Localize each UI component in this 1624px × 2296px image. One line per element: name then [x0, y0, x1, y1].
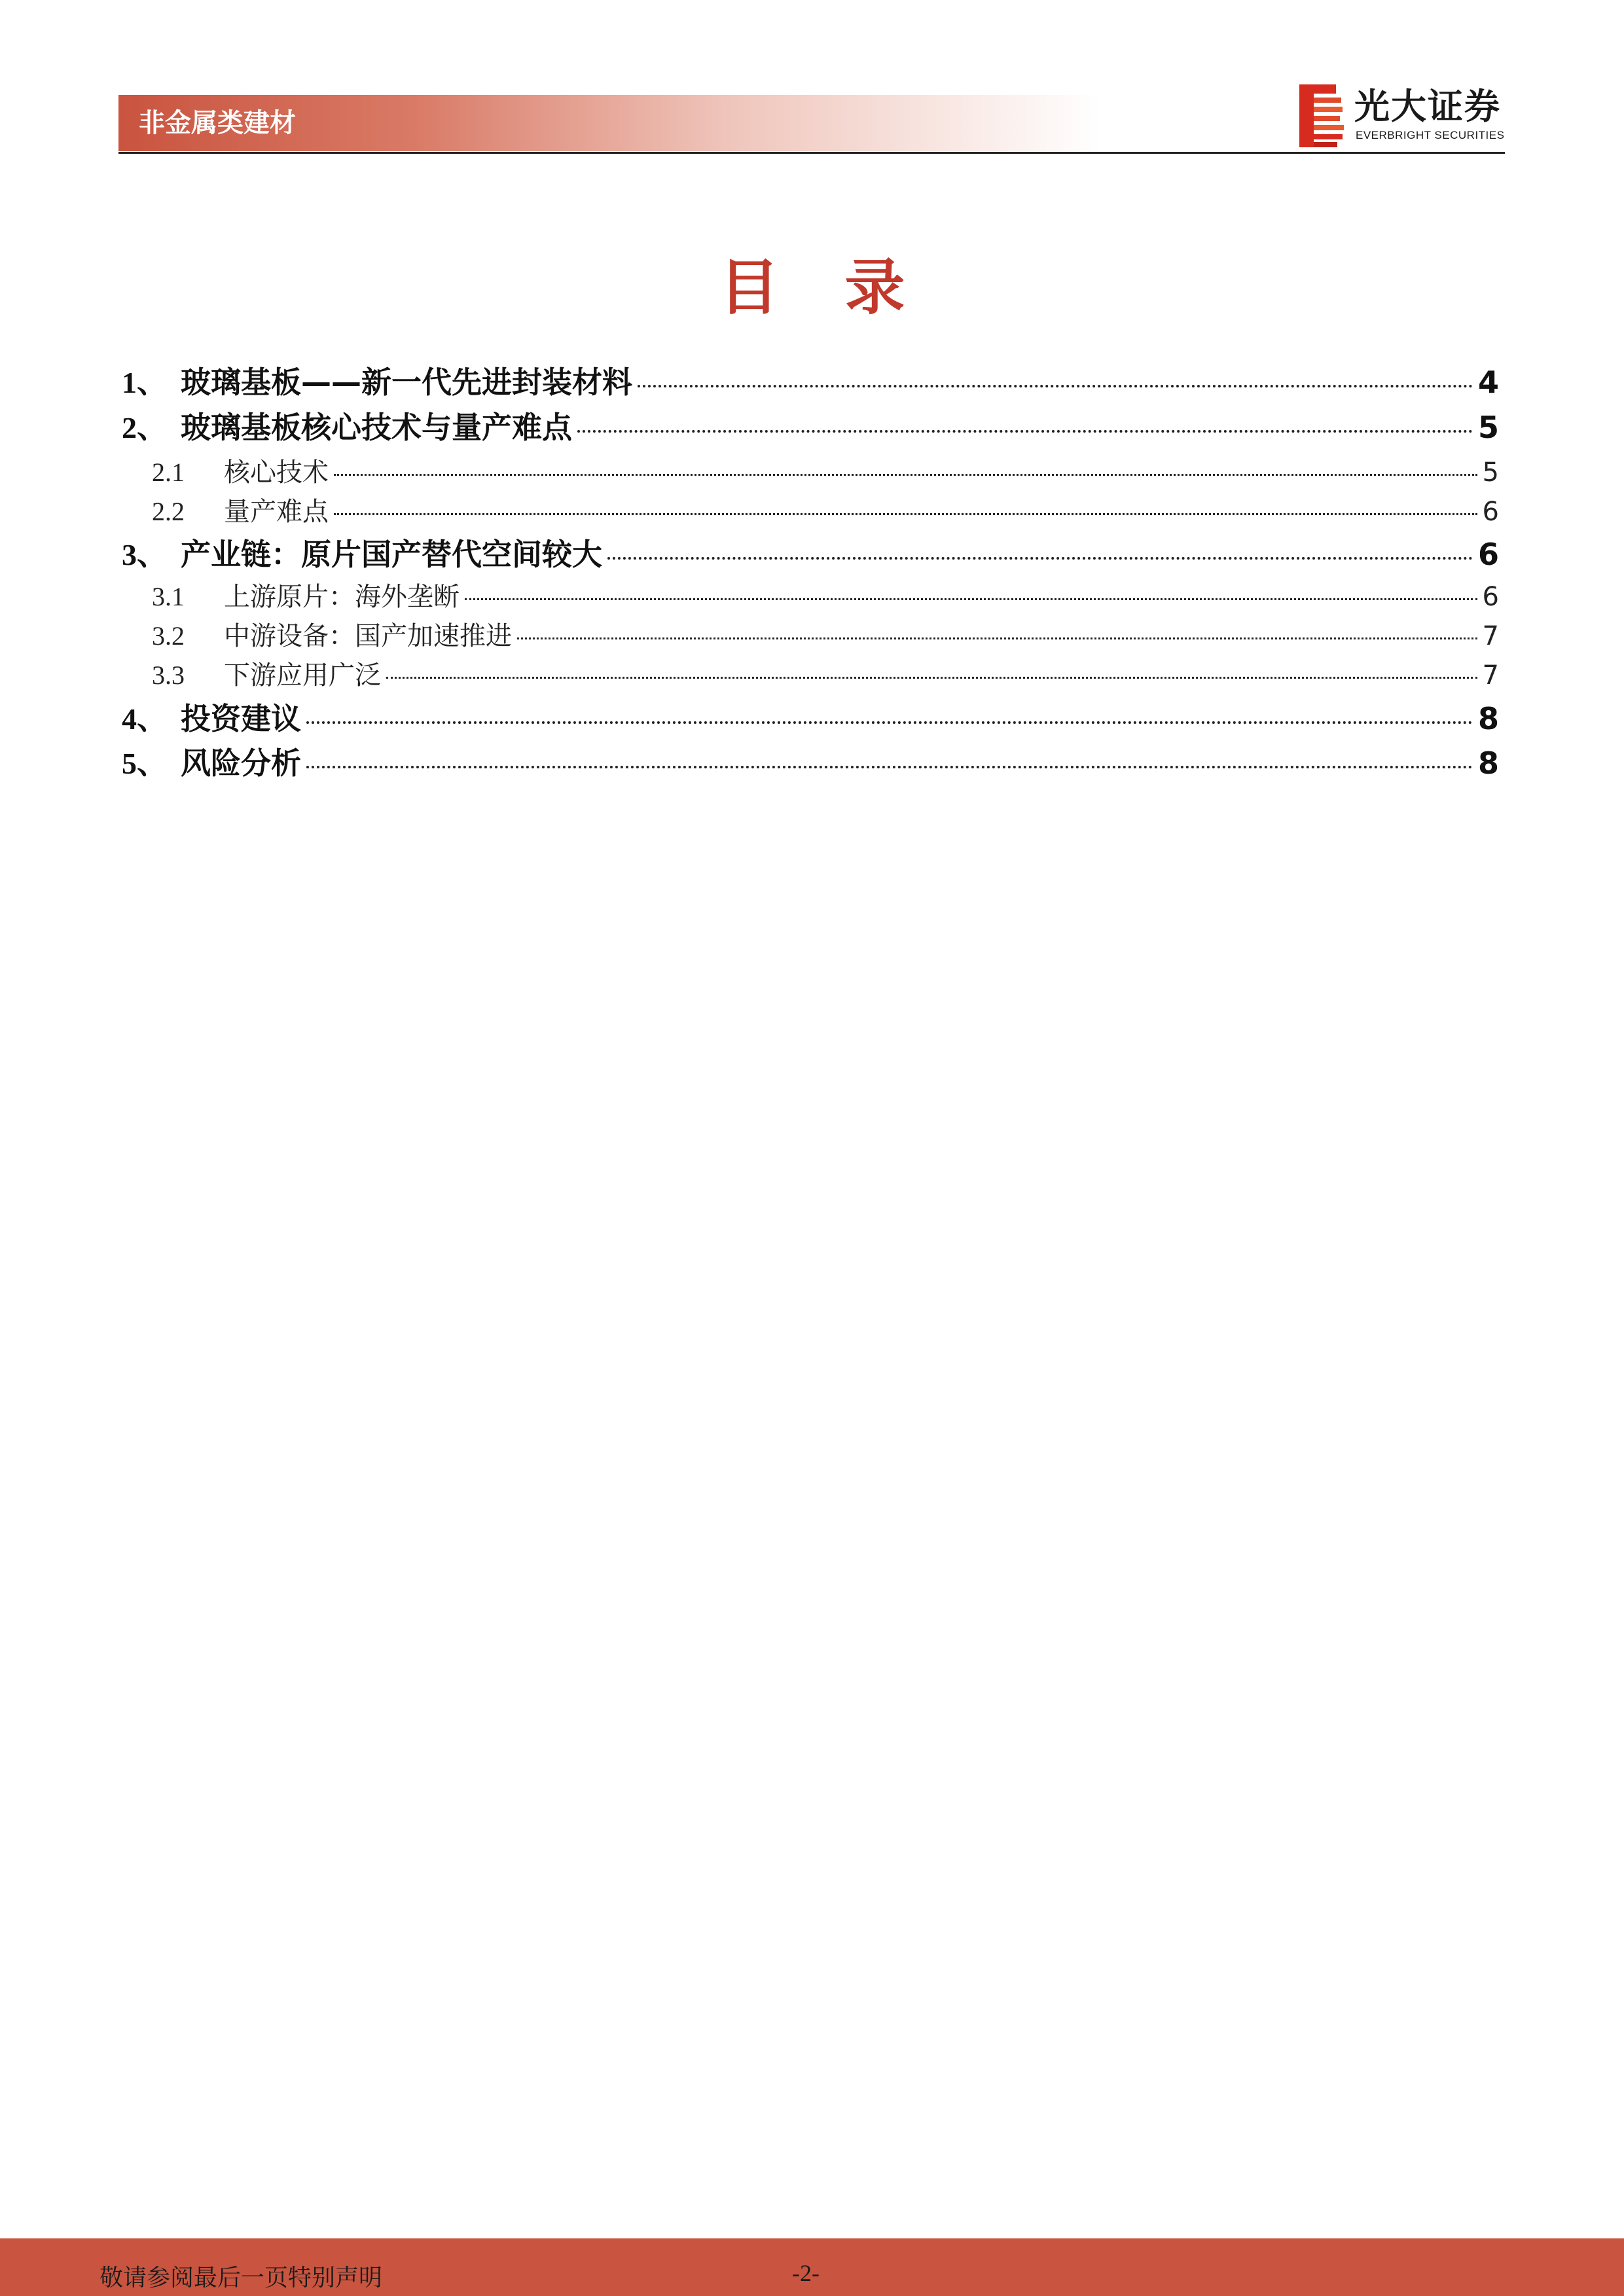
toc-entry-label: 中游设备：国产加速推进 [224, 621, 512, 651]
dot-leader [306, 721, 1473, 724]
toc-entry-label: 产业链：原片国产替代空间较大 [181, 537, 602, 572]
toc-entry-label: 玻璃基板核心技术与量产难点 [181, 410, 572, 445]
toc-entry-page: 7 [1482, 660, 1499, 691]
toc-entry-number: 2、 [122, 411, 167, 444]
toc-entry-4[interactable] [122, 695, 1499, 738]
toc-entry-1[interactable] [122, 359, 1499, 402]
dot-leader [386, 677, 1477, 679]
toc-entry-label: 投资建议 [181, 701, 301, 736]
toc-entry-page: 6 [1477, 537, 1499, 572]
toc-entry-page: 8 [1477, 745, 1499, 781]
toc-entry-number: 5、 [122, 747, 167, 780]
disclaimer-note: 敬请参阅最后一页特别声明 [99, 2265, 383, 2291]
toc-entry-page: 5 [1477, 410, 1499, 445]
dot-leader [517, 637, 1477, 639]
toc-entry-3-3[interactable] [152, 655, 1499, 692]
dot-leader [334, 513, 1477, 515]
toc-entry-number: 1、 [122, 366, 167, 399]
toc-entry-label: 核心技术 [224, 457, 329, 488]
toc-entry-page: 6 [1482, 497, 1499, 527]
toc-entry-2-2[interactable] [152, 491, 1499, 528]
toc-entry-number: 3.3 [152, 660, 185, 690]
brand-name-cn: 光大证券 [1354, 86, 1501, 127]
toc-entry-label: 上游原片：海外垄断 [224, 582, 460, 612]
dot-leader [607, 557, 1473, 560]
toc-entry-page: 6 [1482, 582, 1499, 612]
toc-entry-number: 3.2 [152, 621, 185, 651]
toc-entry-page: 5 [1482, 457, 1499, 488]
toc-entry-3-2[interactable] [152, 615, 1499, 653]
toc-title: 目录 [719, 253, 971, 323]
toc-entry-number: 3.1 [152, 582, 185, 611]
toc-entry-label: 玻璃基板——新一代先进封装材料 [181, 365, 632, 400]
dot-leader [334, 474, 1477, 476]
toc-entry-3-1[interactable] [152, 576, 1499, 613]
toc-entry-number: 2.1 [152, 457, 185, 487]
dot-leader [577, 430, 1473, 433]
dot-leader [638, 385, 1473, 387]
everbright-b-logo-icon [1299, 84, 1344, 147]
toc-entry-5[interactable] [122, 740, 1499, 783]
brand-name-en: EVERBRIGHT SECURITIES [1356, 129, 1505, 141]
toc-entry-number: 3、 [122, 538, 167, 571]
toc-entry-number: 2.2 [152, 497, 185, 526]
toc-entry-label: 下游应用广泛 [224, 660, 381, 691]
brand-logo [1299, 84, 1509, 147]
toc-entry-page: 4 [1477, 365, 1499, 400]
toc-entry-page: 8 [1477, 701, 1499, 736]
page-number: -2- [792, 2260, 820, 2286]
section-tag: 非金属类建材 [139, 108, 296, 138]
toc-entry-label: 风险分析 [181, 745, 301, 781]
toc-entry-page: 7 [1482, 621, 1499, 651]
toc-entry-2-1[interactable] [152, 452, 1499, 489]
header-divider [118, 152, 1505, 154]
dot-leader [465, 598, 1477, 600]
toc-entry-3[interactable] [122, 531, 1499, 574]
toc-entry-label: 量产难点 [224, 497, 329, 527]
toc-entry-number: 4、 [122, 702, 167, 736]
dot-leader [306, 766, 1473, 768]
toc-entry-2[interactable] [122, 404, 1499, 447]
